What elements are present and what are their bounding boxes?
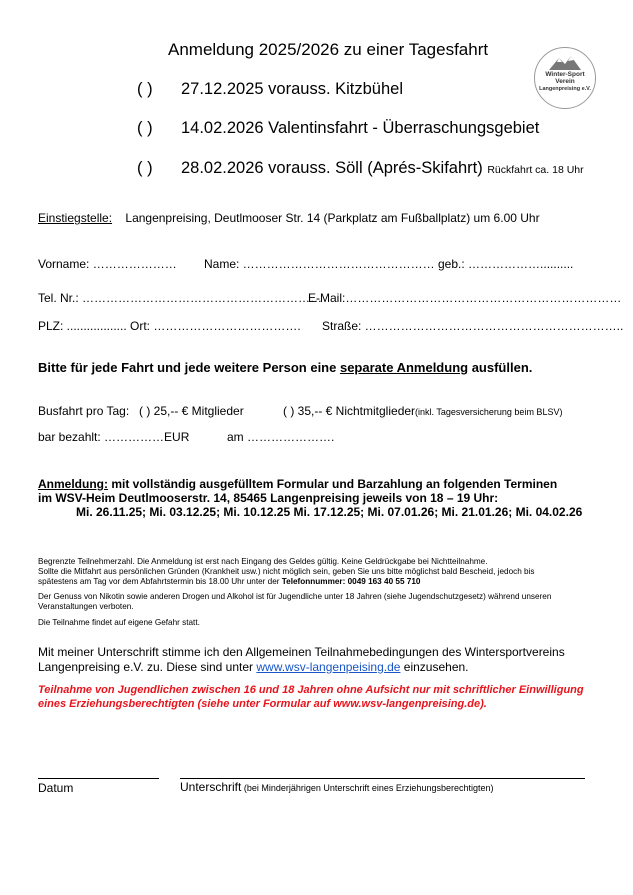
fineprint-1-l3: spätestens am Tag vor dem Abfahrtstermin bis 18.00 Uhr unter der	[38, 577, 282, 586]
instruction-after: ausfüllen.	[468, 360, 533, 375]
fineprint-3: Die Teilnahme findet auf eigene Gefahr statt.	[38, 618, 200, 627]
youth-warning-l1: Teilnahme von Jugendlichen zwischen 16 und 18 Jahren ohne Aufsicht nur mit schriftlicher Einwilligung	[38, 684, 584, 696]
field-name[interactable]: Name: ………………………………………… geb.: ………………..........	[204, 257, 574, 271]
signature-note: (bei Minderjährigen Unterschrift eines Erziehungsberechtigten)	[241, 783, 494, 793]
registration-block	[38, 477, 582, 519]
fare-insurance-note: (inkl. Tagesversicherung beim BLSV)	[415, 407, 563, 417]
date-label: Datum	[38, 781, 74, 795]
paid-date-field[interactable]: am ………………….	[227, 430, 335, 444]
registration-label: Anmeldung:	[38, 477, 108, 491]
signature-label-row	[180, 780, 494, 794]
fineprint-1-l1: Begrenzte Teilnehmerzahl. Die Anmeldung ist erst nach Eingang des Geldes gültig. Keine Geldrückgabe bei Nichtteilnahme.	[38, 557, 488, 566]
registration-line2: im WSV-Heim Deutlmooserstr. 14, 85465 Langenpreising jeweils von 18 – 19 Uhr:	[38, 491, 499, 505]
conditions-l2-after: einzusehen.	[400, 660, 469, 674]
instruction-before: Bitte für jede Fahrt und jede weitere Person eine	[38, 360, 340, 375]
signature-label: Unterschrift	[180, 780, 242, 794]
field-email[interactable]: E-Mail:……………………………………………………………	[308, 291, 622, 305]
fare-nonmembers-text: ( ) 35,-- € Nichtmitglieder	[283, 404, 416, 418]
logo-text-1: Winter-Sport	[545, 71, 585, 78]
signature-line[interactable]	[180, 778, 585, 779]
trip-text-1: 27.12.2025 vorauss. Kitzbühel	[181, 80, 403, 98]
date-line[interactable]	[38, 778, 159, 779]
fare-members-option[interactable]: ( ) 25,-- € Mitglieder	[139, 404, 244, 418]
instruction-text	[38, 360, 532, 375]
paid-field[interactable]: bar bezahlt: ……………EUR	[38, 430, 190, 444]
fare-label: Busfahrt pro Tag:	[38, 404, 130, 418]
conditions-l2-before: Langenpreising e.V. zu. Diese sind unter	[38, 660, 257, 674]
fineprint-2	[38, 592, 551, 612]
registration-dates: Mi. 26.11.25; Mi. 03.12.25; Mi. 10.12.25 Mi. 17.12.25; Mi. 07.01.26; Mi. 21.01.26; Mi. 04.02.26	[76, 505, 583, 519]
page-title: Anmeldung 2025/2026 zu einer Tagesfahrt	[168, 40, 489, 59]
fineprint-1-l2: Sollte die Mitfahrt aus persönlichen Gründen (Krankheit usw.) nicht möglich sein, geben Sie uns bitte möglichst bald Bescheid, jedoch bis	[38, 567, 535, 576]
registration-line1: mit vollständig ausgefülltem Formular und Barzahlung an folgenden Terminen	[108, 477, 558, 491]
fineprint-2-l2: Veranstaltungen verboten.	[38, 602, 134, 611]
club-logo	[534, 47, 596, 109]
fineprint-1	[38, 557, 535, 587]
trip-option-2[interactable]	[137, 119, 539, 138]
conditions-link[interactable]: www.wsv-langenpeising.de	[256, 660, 401, 674]
fineprint-2-l1: Der Genuss von Nikotin sowie anderen Drogen und Alkohol ist für Jugendliche unter 18 Jahren (siehe Jugendschutzgesetz) während unseren	[38, 592, 552, 601]
field-tel[interactable]: Tel. Nr.: ……………………………………………………	[38, 291, 323, 305]
trip-checkbox-2[interactable]: ( )	[137, 119, 153, 137]
logo-text-2: Verein	[555, 78, 575, 85]
phone-number: Telefonnummer: 0049 163 40 55 710	[281, 577, 421, 586]
trip-checkbox-1[interactable]: ( )	[137, 80, 153, 98]
trip-option-1[interactable]	[137, 80, 403, 99]
return-note: Rückfahrt ca. 18 Uhr	[487, 164, 584, 176]
trip-text-2: 14.02.2026 Valentinsfahrt - Überraschungsgebiet	[181, 119, 540, 137]
boarding-row	[38, 211, 540, 225]
conditions-text	[38, 645, 565, 675]
boarding-label: Einstiegstelle:	[38, 211, 113, 225]
trip-checkbox-3[interactable]: ( )	[137, 159, 153, 177]
logo-text-3: Langenpreising e.V.	[539, 86, 591, 92]
youth-warning	[38, 683, 584, 711]
youth-warning-l2: eines Erziehungsberechtigten (siehe unter Formular auf www.wsv-langenpreising.de).	[38, 698, 487, 710]
field-strasse[interactable]: Straße: ………………………………………………………..	[322, 319, 624, 333]
trip-text-3: 28.02.2026 vorauss. Söll (Aprés-Skifahrt)	[181, 159, 483, 177]
fare-nonmembers-option[interactable]	[283, 404, 562, 418]
trip-option-3[interactable]	[137, 159, 584, 178]
conditions-l1: Mit meiner Unterschrift stimme ich den Allgemeinen Teilnahmebedingungen des Wintersportvereins	[38, 645, 565, 659]
field-vorname[interactable]: Vorname: …………………	[38, 257, 177, 271]
instruction-underlined: separate Anmeldung	[339, 360, 469, 375]
boarding-value: Langenpreising, Deutlmooser Str. 14 (Parkplatz am Fußballplatz) um 6.00 Uhr	[125, 211, 540, 225]
field-plz-ort[interactable]: PLZ: .................. Ort: ……………………………….	[38, 319, 301, 333]
